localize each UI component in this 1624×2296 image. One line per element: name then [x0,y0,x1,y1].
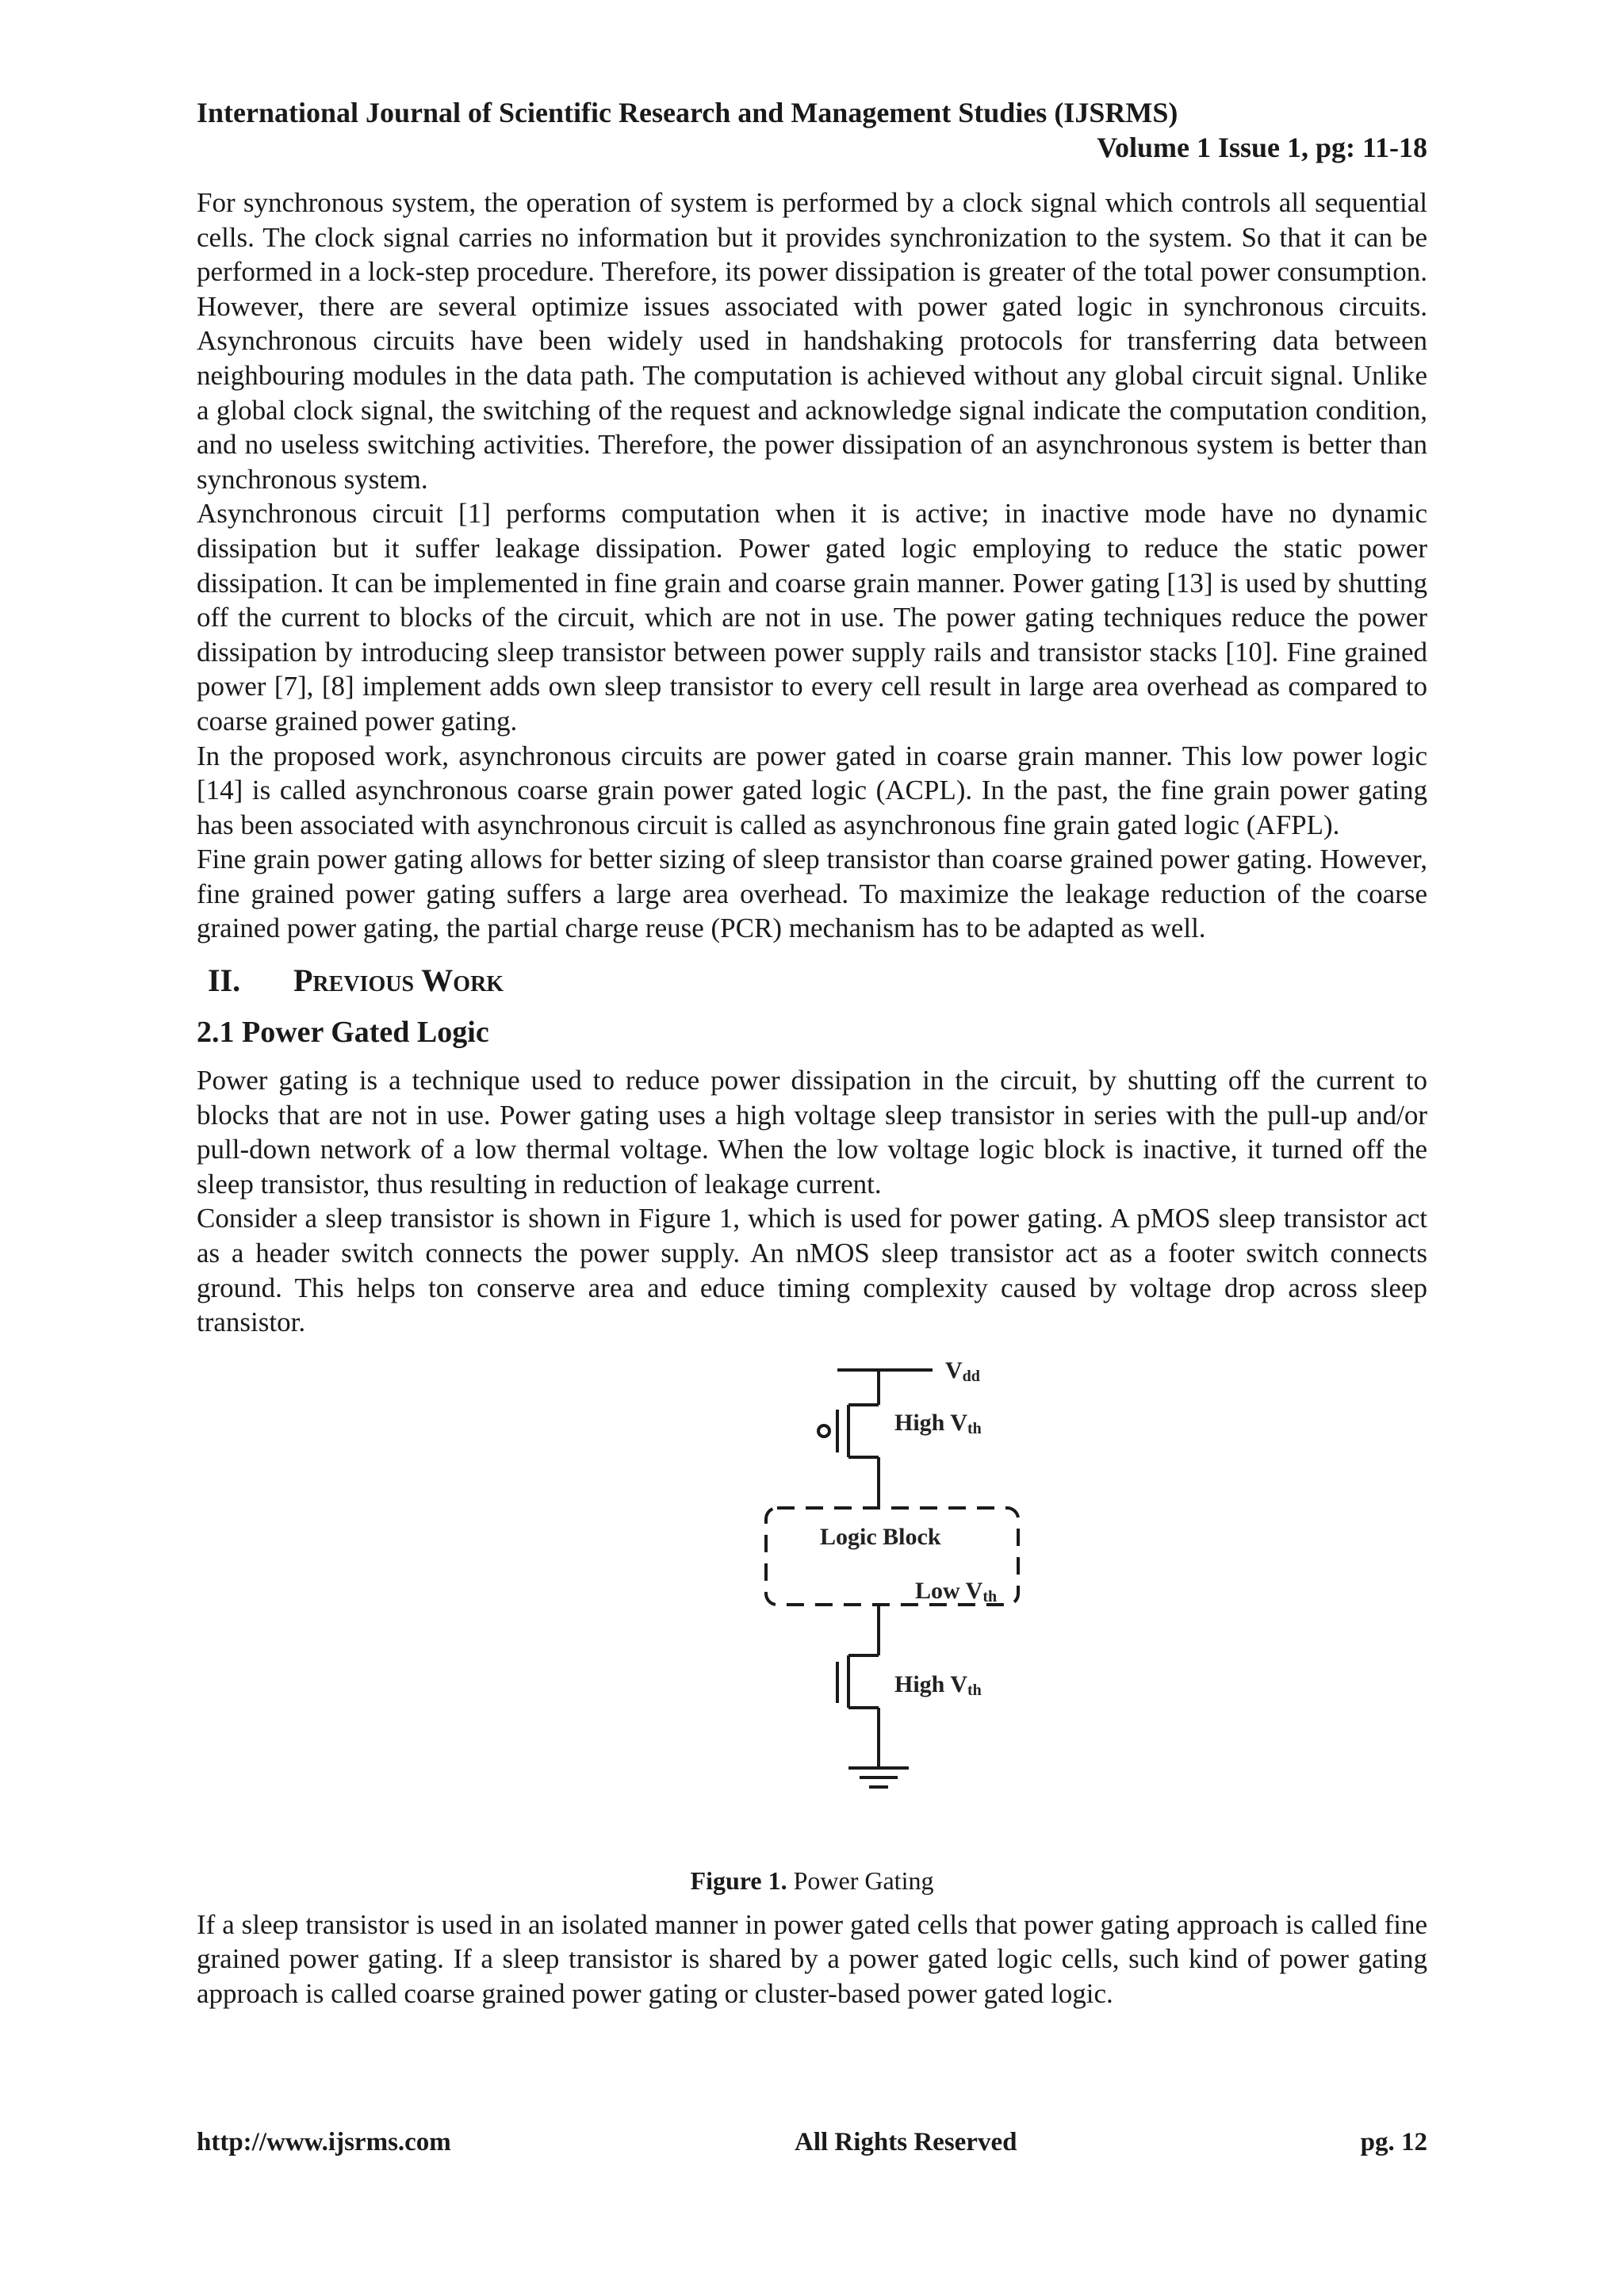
footer-page-number: pg. 12 [1360,2128,1427,2156]
footer-rights: All Rights Reserved [794,2128,1017,2156]
figure-power-gating [197,1356,1427,1863]
power-gating-circuit-diagram [197,1356,1427,1863]
paragraph-synchronous: For synchronous system, the operation of system is performed by a clock signal which controls all sequential cells. The clock signal carries no information but it provides synchronization to the system. So that it can be performed in a lock-step procedure. Therefore, its power dissipation is greater of the total power consumption. However, there are several optimize issues associated with power gated logic in synchronous circuits. Asynchronous circuits have been widely used in handshaking protocols for transferring data between neighbouring modules in the data path. The computation is achieved without any global circuit signal. Unlike a global clock signal, the switching of the request and acknowledge signal indicate the computation condition, and no useless switching activities. Therefore, the power dissipation of an asynchronous system is better than synchronous system. [197,187,1427,495]
section-heading [208,960,1427,1001]
logic-block-label: Logic Block [820,1523,941,1550]
high-vth-top-label: High Vth [894,1409,982,1437]
section-title: Previous Work [293,962,504,999]
caption-text: Power Gating [793,1866,934,1895]
paragraph-proposed-work: In the proposed work, asynchronous circuits are power gated in coarse grain manner. This low power logic [14] is called asynchronous coarse grain power gated logic (ACPL). In the past, the fine grain power gating has been associated with asynchronous circuit is called as asynchronous fine grain gated logic (AFPL). [197,740,1427,840]
page-content [197,95,1427,2011]
subsection-heading: 2.1 Power Gated Logic [197,1016,489,1050]
low-vth-label: Low Vth [915,1577,998,1605]
paragraph-sleep-transistor: Consider a sleep transistor is shown in Figure 1, which is used for power gating. A pMOS sleep transistor act as a header switch connects the power supply. An nMOS sleep transistor act as a footer switch connects ground. This helps ton conserve area and educe timing complexity caused by voltage drop across sleep transistor. [197,1203,1427,1338]
section-number: II. [208,962,241,999]
pmos-gate-bubble [818,1425,829,1437]
paragraph-power-gating: Power gating is a technique used to reduce power dissipation in the circuit, by shutting off the current to blocks that are not in use. Power gating uses a high voltage sleep transistor in series with the pull-up and/or pull-down network of a low thermal voltage. When the low voltage logic block is inactive, it turned off the sleep transistor, thus resulting in reduction of leakage current. [197,1065,1427,1200]
high-vth-bottom-label: High Vth [894,1670,982,1699]
page-footer [197,2128,1427,2157]
caption-label: Figure 1. [690,1866,787,1895]
journal-title: International Journal of Scientific Research and Management Studies (IJSRMS) [197,97,1178,128]
paragraph-grained-power-gating: If a sleep transistor is used in an isolated manner in power gated cells that power gating approach is called fine grained power gating. If a sleep transistor is shared by a power gated logic cells, such kind of power gating approach is called coarse grained power gating or cluster-based power gated logic. [197,1908,1427,2009]
figure-caption [197,1863,1427,1898]
paragraph-asynchronous: Asynchronous circuit [1] performs computation when it is active; in inactive mode have no dynamic dissipation but it suffer leakage dissipation. Power gated logic employing to reduce the static power dissipation. It can be implemented in fine grain and coarse grain manner. Power gating [13] is used by shutting off the current to blocks of the circuit, which are not in use. The power gating techniques reduce the power dissipation by introducing sleep transistor between power supply rails and transistor stacks [10]. Fine grained power [7], [8] implement adds own sleep transistor to every cell result in large area overhead as compared to coarse grained power gating. [197,498,1427,737]
footer-url[interactable]: http://www.ijsrms.com [197,2128,451,2156]
volume-info: Volume 1 Issue 1, pg: 11-18 [1097,132,1427,163]
paragraph-fine-grain: Fine grain power gating allows for better sizing of sleep transistor than coarse grained power gating. However, fine grained power gating suffers a large area overhead. To maximize the leakage reduction of the coarse grained power gating, the partial charge reuse (PCR) mechanism has to be adapted as well. [197,844,1427,944]
vdd-label: Vdd [945,1357,980,1385]
